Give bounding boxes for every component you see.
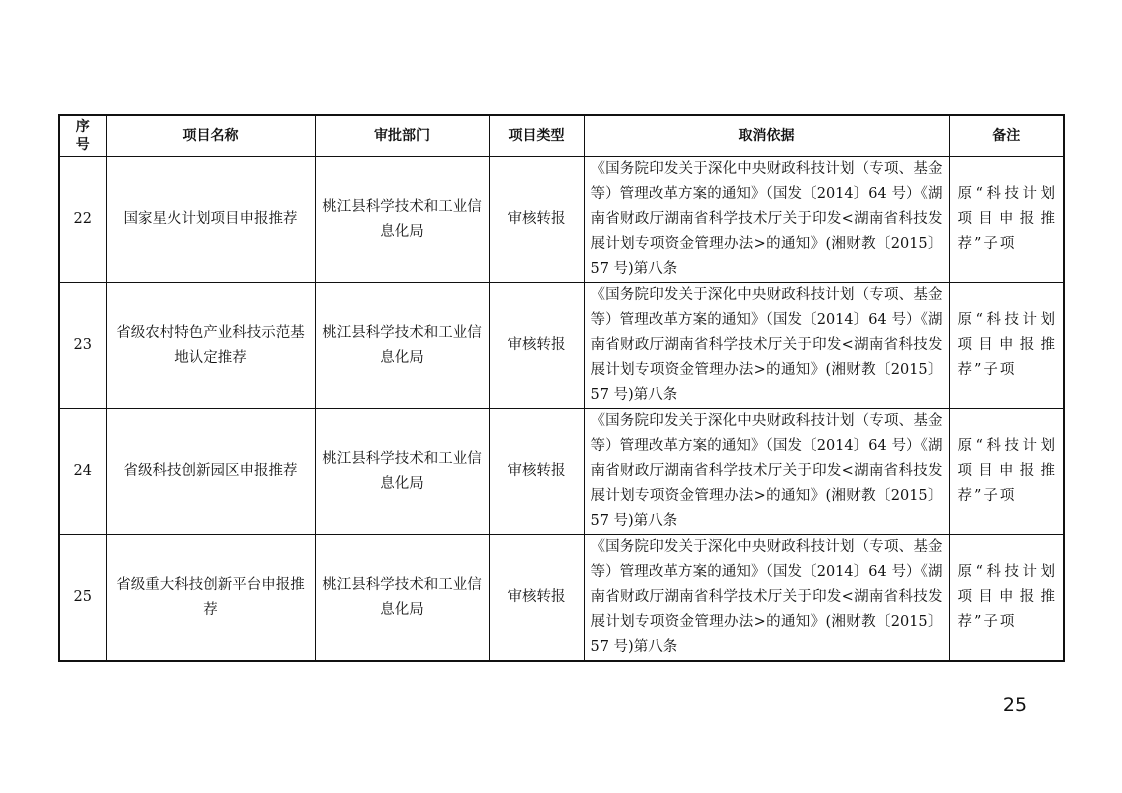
table-body — [59, 157, 1064, 662]
cell-item-name — [106, 283, 315, 409]
approval-dept-text: 桃江县科学技术和工业信息化局 — [322, 450, 482, 492]
cell-item-type: 审核转报 — [489, 283, 584, 409]
item-name-text: 省级科技创新园区申报推荐 — [123, 463, 298, 479]
header-cancellation-basis: 取消依据 — [584, 115, 949, 157]
remarks-text: 原“科技计划项目申报推荐”子项 — [957, 186, 1057, 252]
header-approval-dept: 审批部门 — [315, 115, 489, 157]
cell-cancellation-basis — [584, 157, 949, 283]
approval-dept-text: 桃江县科学技术和工业信息化局 — [322, 324, 482, 366]
cell-serial-number: 22 — [59, 157, 106, 283]
cell-approval-dept — [315, 409, 489, 535]
item-name-text: 省级农村特色产业科技示范基地认定推荐 — [116, 324, 305, 366]
remarks-text: 原“科技计划项目申报推荐”子项 — [957, 312, 1057, 378]
cell-item-name — [106, 535, 315, 662]
cell-remarks — [949, 535, 1064, 662]
item-name-text: 省级重大科技创新平台申报推荐 — [116, 576, 305, 618]
approval-dept-text: 桃江县科学技术和工业信息化局 — [322, 576, 482, 618]
cancellation-basis-text: 《国务院印发关于深化中央财政科技计划（专项、基金等）管理改革方案的通知》（国发〔2014〕64 号）《湖南省财政厅湖南省科学技术厅关于印发<湖南省科技发展计划专项资金管理办法>的通知》(湘财教〔2015〕57 号)第八条 — [590, 539, 943, 655]
cell-approval-dept — [315, 283, 489, 409]
cancellation-basis-text: 《国务院印发关于深化中央财政科技计划（专项、基金等）管理改革方案的通知》（国发〔2014〕64 号）《湖南省财政厅湖南省科学技术厅关于印发<湖南省科技发展计划专项资金管理办法>的通知》(湘财教〔2015〕57 号)第八条 — [590, 287, 943, 403]
header-item-name: 项目名称 — [106, 115, 315, 157]
remarks-text: 原“科技计划项目申报推荐”子项 — [957, 438, 1057, 504]
cell-serial-number: 24 — [59, 409, 106, 535]
cancellation-basis-text: 《国务院印发关于深化中央财政科技计划（专项、基金等）管理改革方案的通知》（国发〔2014〕64 号）《湖南省财政厅湖南省科学技术厅关于印发<湖南省科技发展计划专项资金管理办法>的通知》(湘财教〔2015〕57 号)第八条 — [590, 413, 943, 529]
remarks-text: 原“科技计划项目申报推荐”子项 — [957, 564, 1057, 630]
table-row — [59, 535, 1064, 662]
header-item-type: 项目类型 — [489, 115, 584, 157]
cell-approval-dept — [315, 535, 489, 662]
cell-approval-dept — [315, 157, 489, 283]
cell-serial-number: 23 — [59, 283, 106, 409]
cell-cancellation-basis — [584, 283, 949, 409]
cell-item-type: 审核转报 — [489, 535, 584, 662]
approval-dept-text: 桃江县科学技术和工业信息化局 — [322, 198, 482, 240]
cell-remarks — [949, 283, 1064, 409]
header-remarks: 备注 — [949, 115, 1064, 157]
table-header — [59, 115, 1064, 157]
cell-serial-number: 25 — [59, 535, 106, 662]
cell-item-name — [106, 409, 315, 535]
header-serial-line2: 号 — [75, 137, 90, 153]
cell-item-type: 审核转报 — [489, 409, 584, 535]
header-serial-number — [59, 115, 106, 157]
cell-item-name — [106, 157, 315, 283]
table-row — [59, 409, 1064, 535]
cell-remarks — [949, 409, 1064, 535]
header-row — [59, 115, 1064, 157]
cancellation-items-table — [58, 114, 1065, 662]
cell-remarks — [949, 157, 1064, 283]
cell-cancellation-basis — [584, 409, 949, 535]
cell-item-type: 审核转报 — [489, 157, 584, 283]
table-row — [59, 157, 1064, 283]
cancellation-basis-text: 《国务院印发关于深化中央财政科技计划（专项、基金等）管理改革方案的通知》（国发〔2014〕64 号）《湖南省财政厅湖南省科学技术厅关于印发<湖南省科技发展计划专项资金管理办法>的通知》(湘财教〔2015〕57 号)第八条 — [590, 161, 943, 277]
header-serial-line1: 序 — [75, 119, 90, 135]
item-name-text: 国家星火计划项目申报推荐 — [123, 211, 298, 227]
cell-cancellation-basis — [584, 535, 949, 662]
page-number: 25 — [1002, 694, 1028, 716]
table-row — [59, 283, 1064, 409]
